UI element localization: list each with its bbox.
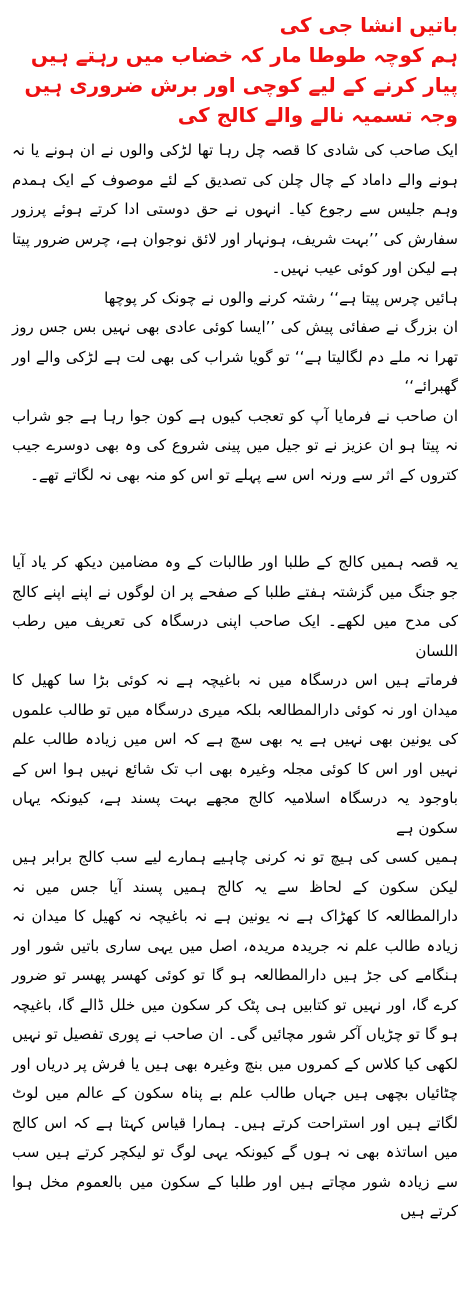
subheading-3: وجہ تسمیہ نالے والے کالج کی <box>177 103 458 127</box>
paragraph: ایک صاحب کی شادی کا قصہ چل رہا تھا لڑکی والوں نے ان ہونے یا نہ ہونے والے داماد کے چال چلن کی تصدیق کے لئے موصوف کے ایک ہمدم وہم جلیس سے رجوع کیا۔ انہوں نے حق دوستی ادا کرتے ہوئے پرزور سفارش کی ’’بہت شریف، ہونہار اور لائق نوجوان ہے، چرس ضرور پیتا ہے لیکن اور کوئی عیب نہیں۔ <box>12 141 458 277</box>
paragraph: ہمیں کسی کی ہیچ تو نہ کرنی چاہیے ہمارے لیے سب کالج برابر ہیں لیکن سکون کے لحاظ سے یہ کالج ہمیں پسند آیا جس میں نہ دارالمطالعہ کا کھڑاک ہے نہ یونین ہے نہ باغیچہ نہ کھیل کا میدان نہ زیادہ طالب علم نہ جریدہ مریدہ، اصل میں یہی ساری باتیں شور اور ہنگامے کی جڑ ہیں دارالمطالعہ ہو گا تو کوئی کھسر پھسر تو ضرور کرے گا، اور نہیں تو کتابیں ہی پٹک کر سکون میں خلل ڈالے گا، باغیچہ ہو گا تو چڑیاں آکر شور مچائیں گی۔ ان صاحب نے پوری تفصیل تو نہیں لکھی کیا کلاس کے کمروں میں بنچ وغیرہ بھی ہیں یا فرش پر دریاں اور چٹائیاں بچھی ہیں جہاں طالب علم بے پناہ سکون کے عالم میں لوٹ لگاتے ہیں اور استراحت کرتے ہیں۔ ہمارا قیاس کہتا ہے کہ اس کالج میں اساتذہ بھی نہ ہوں گے کیونکہ یہی لوگ تو لیکچر کرتے ہیں سب سے زیادہ شور مچاتے ہیں اور طلبا کے سکون میں بالعموم مخل ہوا کرتے ہیں <box>12 848 458 1220</box>
paragraph: ہائیں چرس پیتا ہے‘‘ رشتہ کرنے والوں نے چونک کر پوچھا <box>104 288 458 307</box>
paragraph: یہ قصہ ہمیں کالج کے طلبا اور طالبات کے وہ مضامین دیکھ کر یاد آیا جو جنگ میں گزشتہ ہفتے طلبا کے صفحے پر ان لوگوں نے اپنے اپنے کالج کی مدح میں لکھے۔ ایک صاحب اپنی درسگاہ کی تعریف میں رطب اللسان <box>12 553 458 660</box>
article-title: باتیں انشا جی کی <box>279 13 458 37</box>
section-spacer <box>12 490 458 548</box>
paragraph: فرماتے ہیں اس درسگاہ میں نہ باغیچہ ہے نہ کوئی بڑا سا کھیل کا میدان اور نہ کوئی دارالمطالعہ بلکہ میری درسگاہ میں تو طالب علموں کی یونین بھی نہیں ہے یہ بھی سچ ہے کہ اس میں زیادہ طالب علم نہیں اور اس کا کوئی مجلہ وغیرہ بھی اب تک شائع نہیں ہوا اس کے باوجود یہ درسگاہ اسلامیہ کالج مجھے بہت پسند ہے، کیونکہ یہاں سکون ہے <box>12 671 458 837</box>
paragraph: ان صاحب نے فرمایا آپ کو تعجب کیوں ہے کون جوا رہا ہے جو شراب نہ پیتا ہو ان عزیز نے تو جیل میں پینی شروع کی وہ بھی دوسرے جیب کتروں کے اثر سے ورنہ اس سے پہلے تو اس کو منہ بھی نہ لگاتے تھے۔ <box>12 406 458 484</box>
subheading-2: پیار کرنے کے لیے کوچی اور برش ضروری ہیں <box>24 73 458 97</box>
section-college-story <box>12 548 458 1227</box>
article-headings <box>12 10 458 130</box>
section-wedding-story <box>12 136 458 490</box>
subheading-1: ہم کوچہ طوطا مار کہ خضاب میں رہتے ہیں <box>30 43 458 67</box>
paragraph: ان بزرگ نے صفائی پیش کی ’’ایسا کوئی عادی بھی نہیں بس جس روز تھرا نہ ملے دم لگالیتا ہے‘‘ تو گویا شراب کی بھی لت ہے لڑکی والے اور گھبرائے‘‘ <box>12 318 458 395</box>
